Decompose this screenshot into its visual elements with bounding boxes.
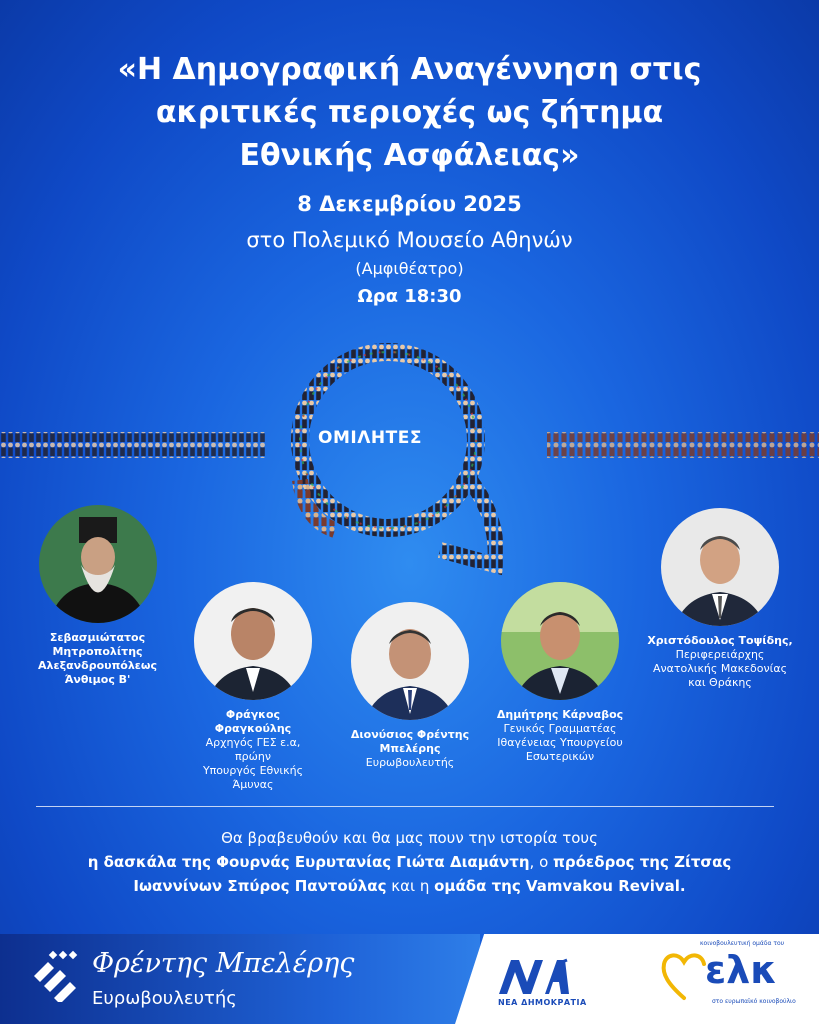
speaker-card xyxy=(645,508,795,690)
brand-logo-icon xyxy=(30,950,82,1002)
speaker-photo xyxy=(194,582,312,700)
speaker-photo xyxy=(351,602,469,720)
elk-caption-top: κοινοβουλευτική ομάδα του xyxy=(700,940,785,947)
speaker-name: Χριστόδουλος Τοψίδης, xyxy=(647,634,793,647)
event-title xyxy=(40,48,779,177)
event-venue-detail: (Αμφιθέατρο) xyxy=(355,259,464,278)
title-line: «Η Δημογραφική Αναγέννηση στις xyxy=(117,52,702,87)
speaker-photo xyxy=(661,508,779,626)
brand-role: Ευρωβουλευτής xyxy=(92,988,237,1009)
honoree-teacher: η δασκάλα της Φουρνάς Ευρυτανίας Γιώτα Διαμάντη xyxy=(87,853,530,871)
speaker-card xyxy=(30,505,165,687)
title-line: Εθνικής Ασφάλειας» xyxy=(239,138,580,173)
title-line: ακριτικές περιοχές ως ζήτημα xyxy=(155,95,664,130)
speech-bubble-crowd xyxy=(300,352,496,565)
speaker-card xyxy=(188,582,318,792)
party-logo-icon xyxy=(497,956,571,996)
divider xyxy=(36,806,774,807)
speaker-photo xyxy=(501,582,619,700)
epp-heart-icon xyxy=(660,948,708,1002)
speaker-role: Γενικός Γραμματέας Ιθαγένειας Υπουργείου Εσωτερικών xyxy=(497,722,623,763)
honorees-text xyxy=(20,826,799,898)
honorees-line: Θα βραβευθούν και θα μας πουν την ιστορία τους xyxy=(221,829,598,847)
footer-bar xyxy=(0,934,819,1024)
speaker-role: Περιφερειάρχης Ανατολικής Μακεδονίας και Θράκης xyxy=(652,648,788,689)
elk-caption-bottom: στο ευρωπαϊκό κοινοβούλιο xyxy=(712,998,796,1005)
honorees-line xyxy=(20,850,799,874)
honoree-president: πρόεδρος της Ζίτσας xyxy=(553,853,732,871)
speaker-name: Δημήτρης Κάρναβος xyxy=(496,708,624,721)
connector-text: , ο xyxy=(529,853,554,871)
speaker-name: Σεβασμιώτατος Μητροπολίτης Αλεξανδρουπόλεως Άνθιμος Β' xyxy=(38,631,157,686)
speaker-role: Ευρωβουλευτής xyxy=(365,756,455,769)
event-time: Ωρα 18:30 xyxy=(357,286,462,307)
honoree-president-name: Ιωαννίνων Σπύρος Παντούλας xyxy=(133,877,387,895)
honorees-line xyxy=(20,874,799,898)
party-label: ΝΕΑ ΔΗΜΟΚΡΑΤΙΑ xyxy=(498,998,587,1007)
speakers-heading: ΟΜΙΛΗΤΕΣ xyxy=(318,428,422,448)
event-date: 8 Δεκεμβρίου 2025 xyxy=(297,192,522,216)
brand-name: Φρέντης Μπελέρης xyxy=(92,948,355,979)
speaker-name: Διονύσιος Φρέντης Μπελέρης xyxy=(350,728,470,755)
honoree-team: ομάδα της Vamvakou Revival. xyxy=(434,877,686,895)
speaker-name: Φράγκος Φραγκούλης xyxy=(214,708,292,735)
speaker-card xyxy=(345,602,475,770)
crowd-line-left xyxy=(0,432,265,458)
event-venue: στο Πολεμικό Μουσείο Αθηνών xyxy=(246,228,573,252)
elk-logo-word: ελκ xyxy=(705,948,778,992)
speaker-photo xyxy=(39,505,157,623)
crowd-line-right xyxy=(547,432,819,458)
speaker-card xyxy=(490,582,630,764)
speaker-role: Αρχηγός ΓΕΣ ε.α, πρώην Υπουργός Εθνικής Άμυνας xyxy=(202,736,304,791)
connector-text: και η xyxy=(386,877,435,895)
